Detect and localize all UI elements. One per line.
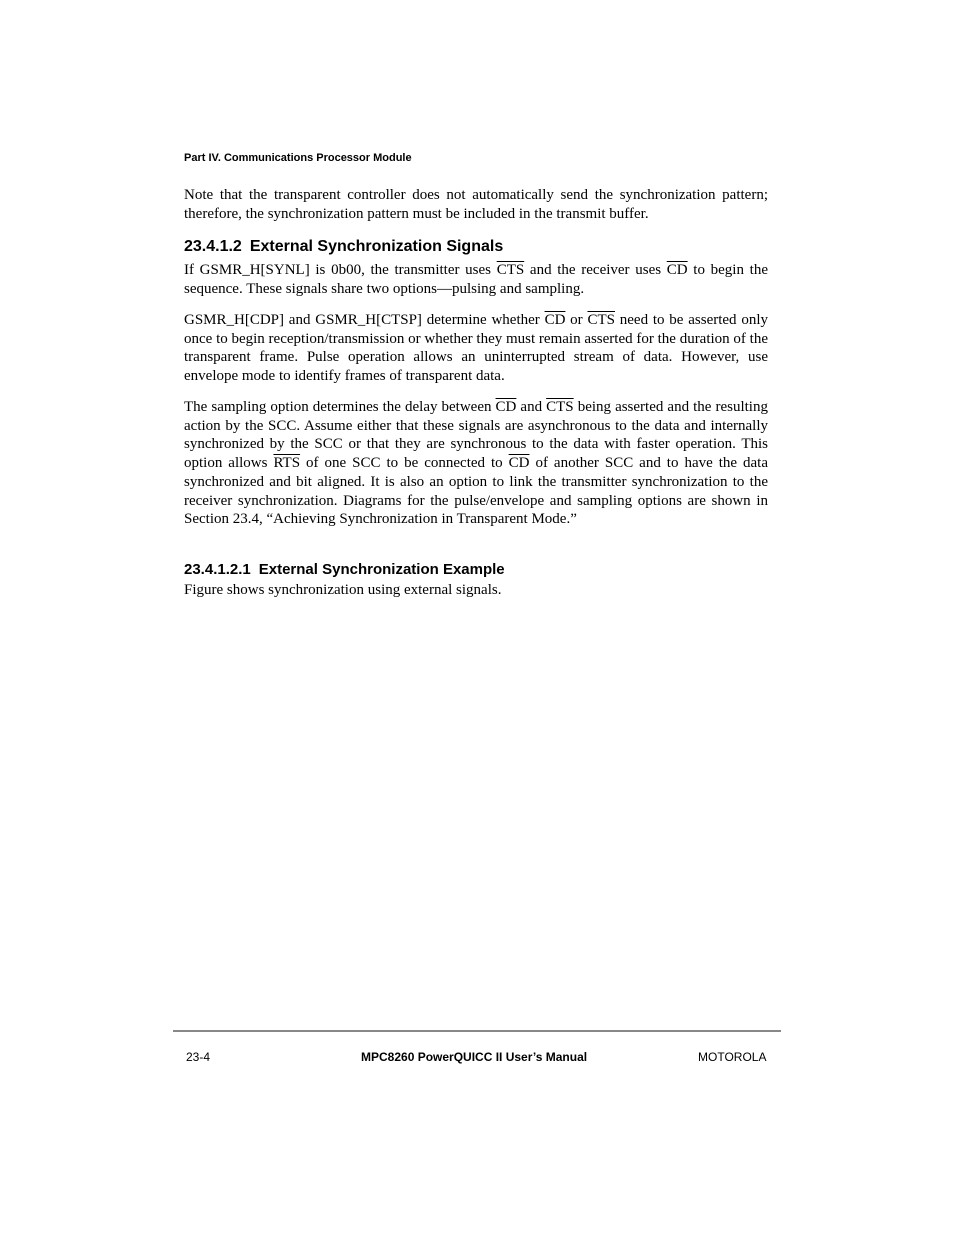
signal-cd: $\overline{CD}$ bbox=[666, 262, 688, 278]
text-run: to begin the sequence. These signals share two options—pulsing and sampling. bbox=[184, 262, 768, 297]
intro-paragraph: Note that the transparent controller does not automatically send the synchronization pattern; therefore, the synchronization pattern must be included in the transmit buffer. bbox=[184, 187, 768, 222]
text-run: or bbox=[565, 312, 588, 328]
text-run: and the receiver uses bbox=[524, 262, 667, 278]
paragraph-synl bbox=[184, 261, 768, 298]
text-run: GSMR_H[CDP] and GSMR_H[CTSP] determine whether bbox=[184, 312, 545, 328]
text-run: The sampling option determines the delay between bbox=[184, 399, 496, 415]
signal-rts: $\overline{RTS}$ bbox=[273, 455, 301, 472]
text-run: of one SCC to be connected to bbox=[300, 455, 509, 472]
signal-cd: $\overline{CD}$ bbox=[495, 399, 517, 415]
text-run: of another SCC and to have the data synchronized and bit aligned. It is also an option to link the transmitter synchronization to the receiver synchronization. Diagrams for the pulse/envelope and sampling options are shown in Section 23.4, “Achieving Synchronization in Transparent Mode.” bbox=[184, 455, 769, 528]
text-run: and bbox=[516, 399, 547, 415]
section-number: 23.4.1.2 bbox=[184, 238, 242, 255]
text-run: being asserted and the resulting action by the SCC. Assume either that these signals are asynchronous to the data and internally synchronized by the SCC or that they are synchronous to the data with faster operation. This option allows bbox=[184, 399, 768, 472]
running-head: Part IV. Communications Processor Module bbox=[184, 152, 412, 164]
signal-cd: $\overline{CD}$ bbox=[544, 312, 566, 328]
footer-rule bbox=[173, 1030, 781, 1032]
text-run: need to be asserted only once to begin reception/transmission or whether they must remain asserted for the duration of the transparent frame. Pulse operation allows an uninterrupted stream of data. However, use envelope mode to identify frames of transparent data. bbox=[184, 312, 769, 385]
paragraph-cdp-ctsp bbox=[184, 311, 768, 386]
signal-cts: $\overline{CTS}$ bbox=[496, 262, 525, 278]
paragraph-figure-reference: Figure shows synchronization using external signals. bbox=[184, 582, 502, 598]
signal-cd: $\overline{CD}$ bbox=[508, 455, 530, 472]
section-heading-external-sync-example bbox=[184, 561, 505, 578]
section-title: External Synchronization Example bbox=[258, 561, 505, 578]
signal-cts: $\overline{CTS}$ bbox=[546, 399, 574, 415]
footer-manual-title: MPC8260 PowerQUICC II User’s Manual bbox=[361, 1050, 588, 1064]
footer-page-number: 23-4 bbox=[186, 1050, 211, 1064]
signal-cts: $\overline{CTS}$ bbox=[587, 312, 615, 328]
paragraph-sampling-option bbox=[184, 398, 768, 529]
section-number: 23.4.1.2.1 bbox=[184, 561, 251, 578]
section-title: External Synchronization Signals bbox=[249, 238, 504, 255]
footer-company: MOTOROLA bbox=[698, 1050, 767, 1064]
section-heading-external-sync-signals bbox=[184, 238, 503, 256]
text-run: If GSMR_H[SYNL] is 0b00, the transmitter uses bbox=[184, 262, 497, 278]
